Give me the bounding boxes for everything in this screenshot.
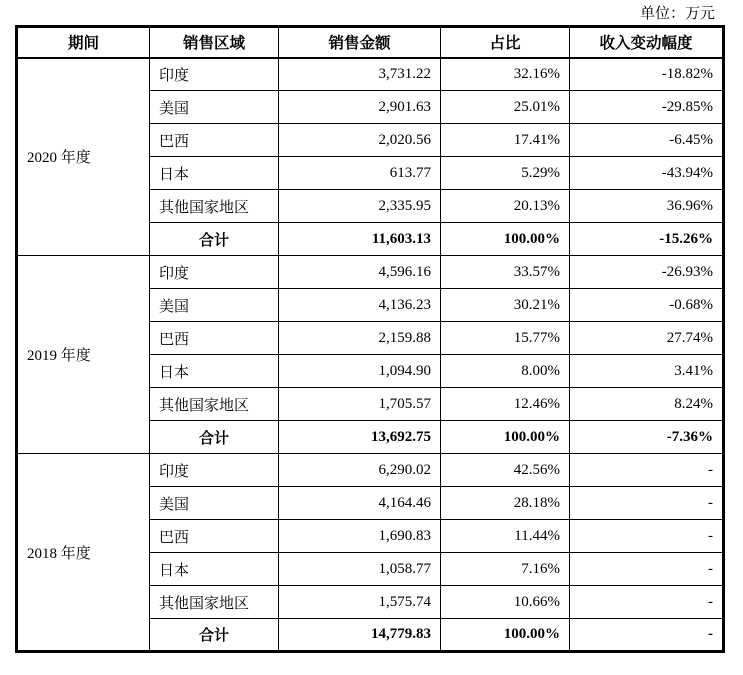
amount-cell: 4,136.23 — [279, 289, 441, 322]
total-label-cell: 合计 — [150, 421, 279, 454]
amount-cell: 1,575.74 — [279, 586, 441, 619]
change-cell: 36.96% — [570, 190, 724, 223]
change-cell: - — [570, 487, 724, 520]
region-cell: 印度 — [150, 256, 279, 289]
sales-by-region-table — [15, 25, 725, 653]
change-cell: - — [570, 586, 724, 619]
amount-cell: 2,901.63 — [279, 91, 441, 124]
share-cell: 30.21% — [441, 289, 570, 322]
total-amount-cell: 14,779.83 — [279, 619, 441, 652]
period-cell-2019: 2019 年度 — [17, 256, 150, 454]
region-cell: 其他国家地区 — [150, 190, 279, 223]
change-cell: -18.82% — [570, 58, 724, 91]
change-cell: - — [570, 553, 724, 586]
amount-cell: 613.77 — [279, 157, 441, 190]
share-cell: 20.13% — [441, 190, 570, 223]
header-region: 销售区域 — [150, 27, 279, 58]
total-change-cell: -7.36% — [570, 421, 724, 454]
amount-cell: 2,335.95 — [279, 190, 441, 223]
region-cell: 其他国家地区 — [150, 586, 279, 619]
region-cell: 美国 — [150, 487, 279, 520]
share-cell: 32.16% — [441, 58, 570, 91]
change-cell: -6.45% — [570, 124, 724, 157]
change-cell: 3.41% — [570, 355, 724, 388]
share-cell: 12.46% — [441, 388, 570, 421]
total-label-cell: 合计 — [150, 619, 279, 652]
unit-label: 单位：万元 — [639, 6, 715, 22]
total-share-cell: 100.00% — [441, 421, 570, 454]
change-cell: -43.94% — [570, 157, 724, 190]
region-cell: 日本 — [150, 355, 279, 388]
amount-cell: 2,159.88 — [279, 322, 441, 355]
header-row — [17, 27, 724, 58]
header-period: 期间 — [17, 27, 150, 58]
header-amount: 销售金额 — [279, 27, 441, 58]
table-row — [17, 58, 724, 91]
change-cell: - — [570, 454, 724, 487]
amount-cell: 4,164.46 — [279, 487, 441, 520]
change-cell: - — [570, 520, 724, 553]
change-cell: -0.68% — [570, 289, 724, 322]
amount-cell: 2,020.56 — [279, 124, 441, 157]
share-cell: 5.29% — [441, 157, 570, 190]
change-cell: -29.85% — [570, 91, 724, 124]
table-row — [17, 256, 724, 289]
total-share-cell: 100.00% — [441, 619, 570, 652]
share-cell: 25.01% — [441, 91, 570, 124]
period-cell-2020: 2020 年度 — [17, 58, 150, 256]
change-cell: -26.93% — [570, 256, 724, 289]
region-cell: 巴西 — [150, 520, 279, 553]
amount-cell: 3,731.22 — [279, 58, 441, 91]
amount-cell: 4,596.16 — [279, 256, 441, 289]
period-cell-2018: 2018 年度 — [17, 454, 150, 652]
total-change-cell: - — [570, 619, 724, 652]
total-label-cell: 合计 — [150, 223, 279, 256]
region-cell: 巴西 — [150, 124, 279, 157]
share-cell: 17.41% — [441, 124, 570, 157]
share-cell: 28.18% — [441, 487, 570, 520]
region-cell: 印度 — [150, 58, 279, 91]
total-share-cell: 100.00% — [441, 223, 570, 256]
header-change: 收入变动幅度 — [570, 27, 724, 58]
change-cell: 8.24% — [570, 388, 724, 421]
amount-cell: 1,058.77 — [279, 553, 441, 586]
share-cell: 11.44% — [441, 520, 570, 553]
total-amount-cell: 11,603.13 — [279, 223, 441, 256]
change-cell: 27.74% — [570, 322, 724, 355]
total-change-cell: -15.26% — [570, 223, 724, 256]
share-cell: 8.00% — [441, 355, 570, 388]
amount-cell: 1,705.57 — [279, 388, 441, 421]
region-cell: 印度 — [150, 454, 279, 487]
share-cell: 15.77% — [441, 322, 570, 355]
region-cell: 巴西 — [150, 322, 279, 355]
table-row — [17, 454, 724, 487]
share-cell: 42.56% — [441, 454, 570, 487]
header-share: 占比 — [441, 27, 570, 58]
total-amount-cell: 13,692.75 — [279, 421, 441, 454]
region-cell: 日本 — [150, 553, 279, 586]
share-cell: 33.57% — [441, 256, 570, 289]
region-cell: 日本 — [150, 157, 279, 190]
share-cell: 10.66% — [441, 586, 570, 619]
amount-cell: 6,290.02 — [279, 454, 441, 487]
region-cell: 美国 — [150, 91, 279, 124]
share-cell: 7.16% — [441, 553, 570, 586]
amount-cell: 1,094.90 — [279, 355, 441, 388]
region-cell: 其他国家地区 — [150, 388, 279, 421]
region-cell: 美国 — [150, 289, 279, 322]
amount-cell: 1,690.83 — [279, 520, 441, 553]
